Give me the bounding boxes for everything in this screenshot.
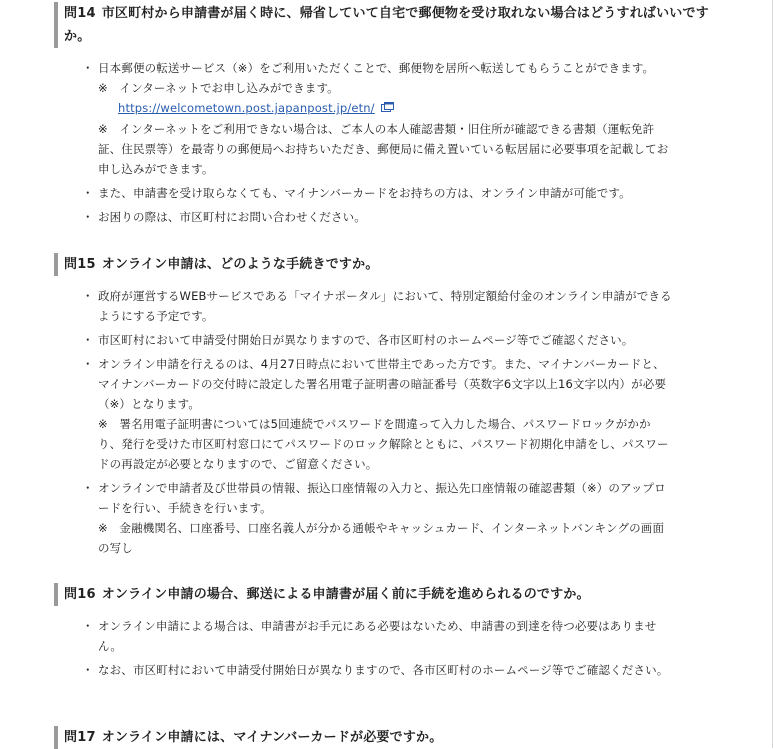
- list-item: [82, 207, 672, 227]
- list-item: [82, 616, 672, 656]
- list-item: [82, 58, 672, 179]
- question-number: 問14: [64, 6, 96, 21]
- answer-text: ・ なお、市区町村において申請受付開始日が異なりますので、各市区町村のホームページ等でご確認ください。: [98, 663, 669, 677]
- external-link-icon[interactable]: [381, 99, 395, 119]
- list-item: [82, 660, 672, 680]
- question-heading-16: [54, 583, 724, 606]
- list-item: [82, 354, 672, 474]
- answer-text: ・ オンライン申請を行えるのは、4月27日時点において世帯主であった方です。また、マイナンバーカードと、マイナンバーカードの交付時に設定した署名用電子証明書の暗証番号（英数字6文字以上16文字以内）が必要（※）となります。: [98, 357, 667, 411]
- note-text: ※ 署名用電子証明書については5回連続でパスワードを間違って入力した場合、パスワードロックがかかり、発行を受けた市区町村窓口にてパスワードのロック解除とともに、パスワード初期化申請をし、パスワードの再設定が必要となりますので、ご留意ください。: [98, 417, 669, 471]
- answer-text: ・ 日本郵便の転送サービス（※）をご利用いただくことで、郵便物を居所へ転送してもらうことができます。: [98, 61, 655, 75]
- answer-list-16: [82, 616, 672, 684]
- answer-text: ・ また、申請書を受け取らなくても、マイナンバーカードをお持ちの方は、オンライン申請が可能です。: [98, 185, 631, 200]
- answer-text: ・ お困りの際は、市区町村にお問い合わせください。: [98, 209, 366, 224]
- question-text: オンライン申請には、マイナンバーカードが必要ですか。: [101, 730, 443, 745]
- answer-text: ・ 政府が運営するWEBサービスである「マイナポータル」において、特別定額給付金のオンライン申請ができるようにする予定です。: [98, 289, 672, 323]
- question-number: 問15: [64, 257, 96, 272]
- answer-text: ・ オンライン申請による場合は、申請書がお手元にある必要はないため、申請書の到達を待つ必要はありません。: [98, 619, 657, 653]
- question-text: オンライン申請の場合、郵送による申請書が届く前に手続を進められるのですか。: [101, 587, 590, 602]
- question-number: 問17: [64, 730, 96, 745]
- list-item: [82, 478, 672, 558]
- question-text: 市区町村から申請書が届く時に、帰省していて自宅で郵便物を受け取れない場合はどうすればいいですか。: [64, 6, 709, 44]
- question-heading-17: [54, 726, 724, 749]
- answer-list-14: [82, 58, 672, 231]
- list-item: [82, 286, 672, 326]
- question-text: オンライン申請は、どのような手続きですか。: [101, 257, 379, 272]
- note-text: ※ インターネットをご利用できない場合は、ご本人の本人確認書類・旧住所が確認できる書類（運転免許証、住民票等）を最寄りの郵便局へお持ちいただき、郵便局に備え置いている転居届に必要事項を記載してお申し込みができます。: [98, 121, 669, 176]
- list-item: [82, 183, 672, 203]
- transfer-service-link[interactable]: https://welcometown.post.japanpost.jp/etn/: [118, 101, 375, 115]
- question-heading-14: [54, 2, 724, 48]
- answer-list-15: [82, 286, 672, 562]
- note-text: ※ 金融機関名、口座番号、口座名義人が分かる通帳やキャッシュカード、インターネットバンキングの画面の写し: [98, 521, 665, 555]
- question-heading-15: [54, 253, 724, 276]
- note-text: ※ インターネットでお申し込みができます。: [98, 81, 339, 95]
- answer-text: ・ 市区町村において申請受付開始日が異なりますので、各市区町村のホームページ等でご確認ください。: [98, 333, 634, 347]
- list-item: [82, 330, 672, 350]
- question-number: 問16: [64, 587, 96, 602]
- answer-text: ・ オンラインで申請者及び世帯員の情報、振込口座情報の入力と、振込先口座情報の確認書類（※）のアップロードを行い、手続きを行います。: [98, 481, 666, 515]
